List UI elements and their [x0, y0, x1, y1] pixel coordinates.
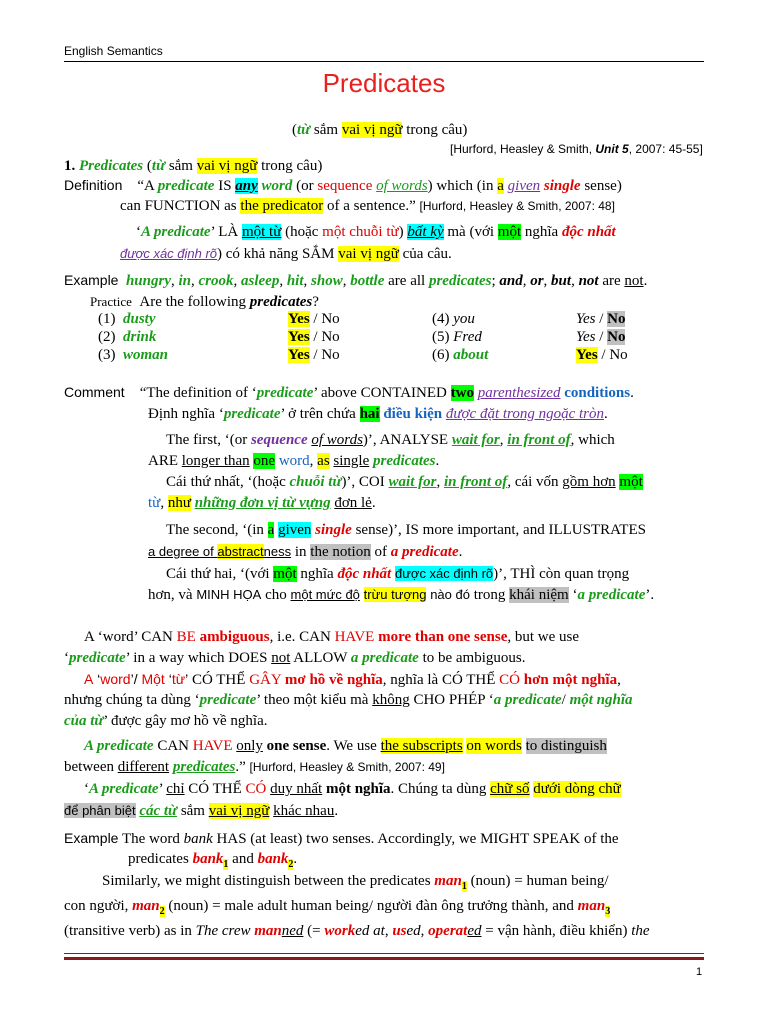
header-rule — [64, 61, 704, 62]
comment-second-3: Cái thứ hai, ‘(với một nghĩa độc nhất được xác định rõ)’, THÌ còn quan trọng — [166, 566, 630, 582]
footer-rule-top — [64, 953, 704, 954]
running-header: English Semantics — [64, 44, 163, 58]
vn-definition-1: ‘A predicate’ LÀ một từ (hoặc một chuỗi từ) bất kỳ mà (với một nghĩa độc nhất — [136, 224, 616, 240]
practice-item-1: (1) dusty — [98, 311, 156, 327]
ambig-vn-1: A ‘word’/ Một ‘từ’ CÓ THỂ GÂY mơ hồ về nghĩa, nghĩa là CÓ THỂ CÓ hơn một nghĩa, — [84, 671, 621, 688]
practice-question: Practice Are the following predicates? — [90, 294, 319, 310]
comment-line-1: Comment “The definition of ‘predicate’ above CONTAINED two parenthesized conditions. — [64, 384, 634, 401]
practice-answer-6: Yes / No — [576, 347, 628, 363]
practice-answer-2: Yes / No — [288, 329, 340, 345]
comment-first-3: Cái thứ nhất, ‘(hoặc chuỗi từ)’, COI wait for, in front of, cái vốn gồm hơn một — [166, 474, 643, 490]
comment-first-1: The first, ‘(or sequence of words)’, ANALYSE wait for, in front of, which — [166, 432, 615, 448]
ambig-en-1: A ‘word’ CAN BE ambiguous, i.e. CAN HAVE more than one sense, but we use — [84, 629, 580, 645]
example-bank-1: Example The word bank HAS (at least) two senses. Accordingly, we MIGHT SPEAK of the — [64, 830, 619, 847]
practice-item-2: (2) drink — [98, 329, 157, 345]
example-man-3: (transitive verb) as in The crew manned (= worked at, used, operated = vận hành, điều khiển) the — [64, 923, 650, 939]
page-number: 1 — [696, 966, 703, 978]
example-man-2: con người, man$_2$ (noun) = male adult human being/ người đàn ông trưởng thành, and man$_3$ — [64, 898, 611, 917]
comment-first-4: từ, như những đơn vị từ vựng đơn lẻ. — [148, 495, 376, 511]
page-title: Predicates — [322, 68, 446, 98]
ambig-vn-3: của từ’ được gây mơ hồ về nghĩa. — [64, 713, 268, 729]
practice-item-3: (3) woman — [98, 347, 169, 363]
practice-item-5: (5) Fred — [432, 329, 482, 345]
section-heading: 1. Predicates (từ sắm vai vị ngữ trong câu) — [64, 158, 323, 174]
vn-definition-2: được xác định rõ) có khả năng SẮM vai vị ngữ của câu. — [120, 246, 452, 262]
example-man-1: Similarly, we might distinguish between the predicates man$_1$ (noun) = human being/ — [102, 873, 609, 892]
sense-en-2: between different predicates.” [Hurford, Heasley & Smith, 2007: 49] — [64, 759, 445, 775]
definition-line-2: can FUNCTION as the predicator of a sentence.” [Hurford, Heasley & Smith, 2007: 48] — [120, 198, 615, 214]
sense-vn-1: ‘A predicate’ chỉ CÓ THỂ CÓ duy nhất một nghĩa. Chúng ta dùng chữ số dưới dòng chữ — [84, 781, 621, 797]
ambig-vn-2: nhưng chúng ta dùng ‘predicate’ theo một kiểu mà không CHO PHÉP ‘a predicate/ một nghĩa — [64, 692, 633, 708]
sense-en-1: A predicate CAN HAVE only one sense. We use the subscripts on words to distinguish — [84, 738, 607, 754]
practice-item-4: (4) you — [432, 311, 475, 327]
practice-item-6: (6) about — [432, 347, 489, 363]
practice-answer-3: Yes / No — [288, 347, 340, 363]
footer-rule-bottom — [64, 957, 704, 960]
definition-line-1: Definition “A predicate IS any word (or sequence of words) which (in a given single sense) — [64, 177, 622, 194]
comment-second-2: a degree of abstractness in the notion of a predicate. — [148, 544, 463, 560]
comment-first-2: ARE longer than one word, as single predicates. — [148, 453, 440, 469]
citation: [Hurford, Heasley & Smith, Unit 5, 2007: 45-55] — [450, 142, 703, 156]
comment-second-4: hơn, và MINH HỌA cho một mức độ trừu tượng nào đó trong khái niệm ‘a predicate’. — [148, 587, 655, 603]
example-bank-2: predicates bank$_1$ and bank$_2$. — [128, 851, 298, 870]
practice-answer-4: Yes / No — [576, 311, 626, 327]
comment-second-1: The second, ‘(in a given single sense)’, IS more important, and ILLUSTRATES — [166, 522, 646, 538]
ambig-en-2: ‘predicate’ in a way which DOES not ALLOW a predicate to be ambiguous. — [64, 650, 526, 666]
sense-vn-2: để phân biệt các từ sắm vai vị ngữ khác nhau. — [64, 803, 339, 819]
practice-answer-1: Yes / No — [288, 311, 340, 327]
comment-line-2: Định nghĩa ‘predicate’ ở trên chứa hai điều kiện được đặt trong ngoặc tròn. — [148, 406, 608, 422]
subtitle: (từ sắm vai vị ngữ trong câu) — [292, 122, 468, 138]
practice-answer-5: Yes / No — [576, 329, 626, 345]
example-line: Example hungry, in, crook, asleep, hit, show, bottle are all predicates; and, or, but, not are not. — [64, 272, 648, 289]
